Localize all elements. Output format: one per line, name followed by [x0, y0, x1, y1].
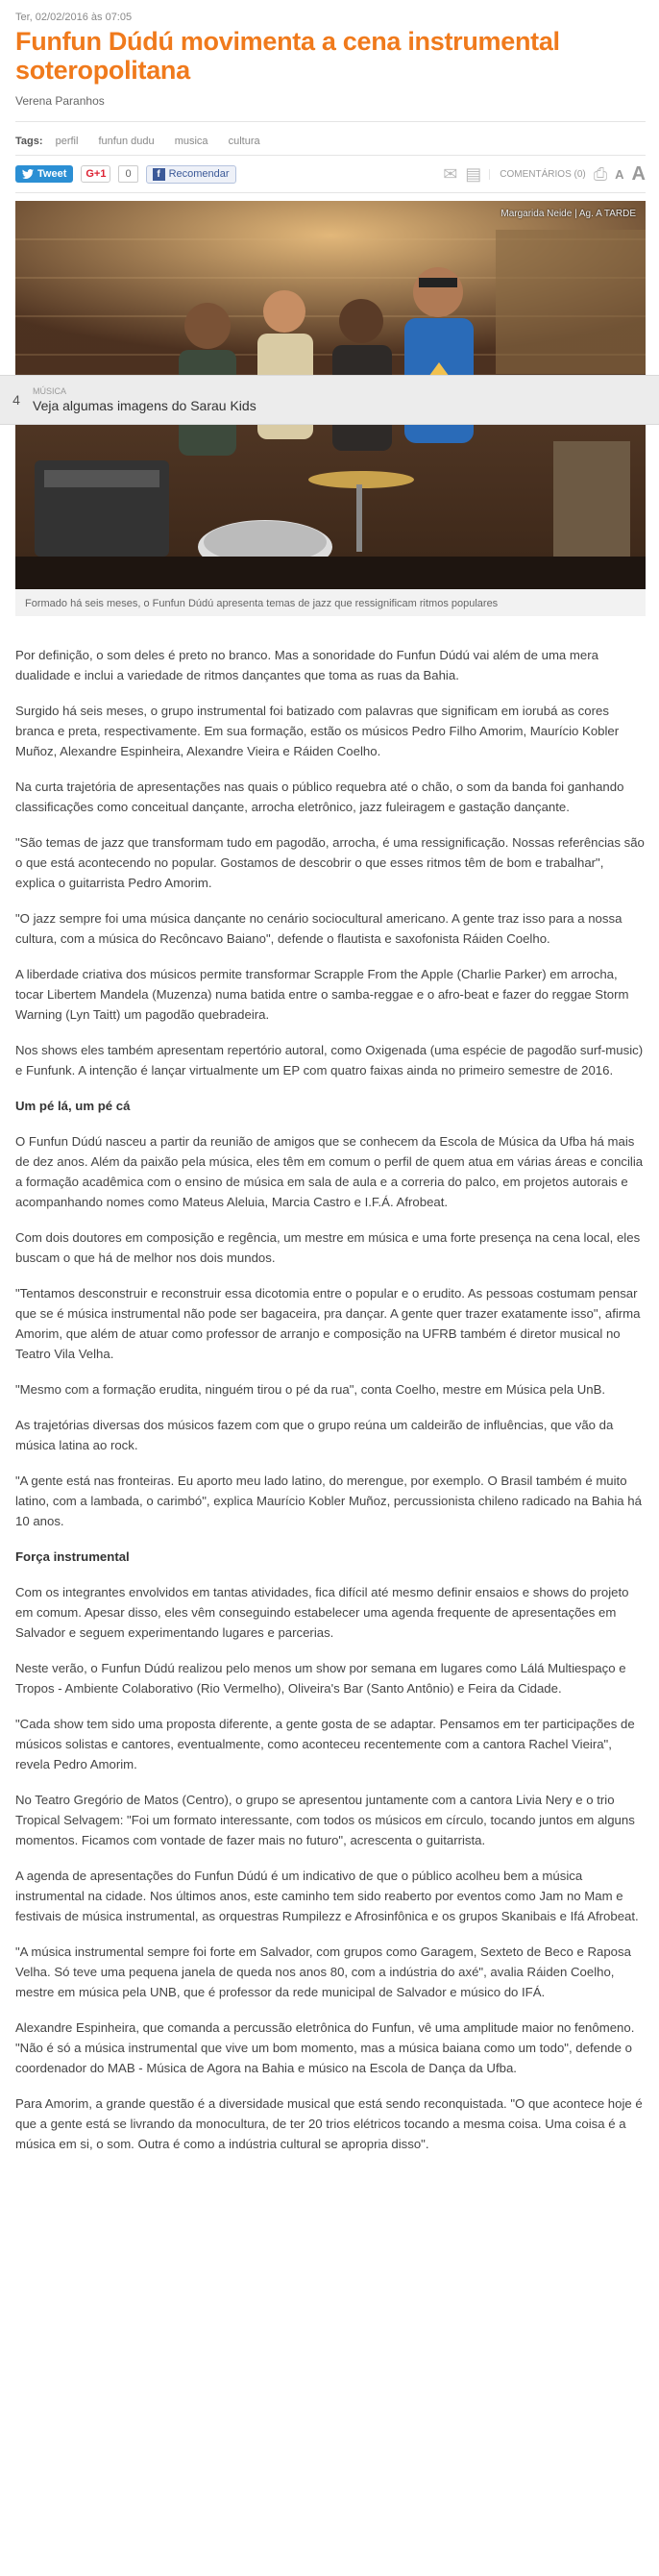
photo-caption: Formado há seis meses, o Funfun Dúdú apresenta temas de jazz que ressignificam ritmos populares [15, 589, 646, 616]
photo-credit: Margarida Neide | Ag. A TARDE [500, 209, 636, 219]
publish-date: Ter, 02/02/2016 às 07:05 [15, 12, 133, 23]
twitter-bird-icon [22, 169, 34, 179]
paragraph: "A gente está nas fronteiras. Eu aporto meu lado latino, do merengue, por exemplo. O Brasil também é muito latino, com a lambada, o carimbó", explica Maurício Kobler Muñoz, percussionista chileno radicado na Bahia há 10 anos. [15, 1474, 642, 1528]
paragraph: "O jazz sempre foi uma música dançante no cenário sociocultural americano. A gente traz isso para a nossa cultura, com a música do Recôncavo Baiano", defende o flautista e saxofonista Ráiden Coelho. [15, 911, 622, 946]
section-heading: Um pé lá, um pé cá [15, 1099, 131, 1113]
paragraph: Com os integrantes envolvidos em tantas atividades, fica difícil até mesmo definir ensaios e shows do projeto em comum. Apesar disso, eles vêm conseguindo estabelecer uma agenda frequente de apresentações em Salvador e seguem experimentando lugares e parcerias. [15, 1585, 629, 1640]
paragraph: Com dois doutores em composição e regência, um mestre em música e uma forte presença na cena local, eles buscam o que há de melhor nos dois mundos. [15, 1230, 641, 1265]
tag-funfun-dudu[interactable]: funfun dudu [98, 136, 155, 147]
gplus-count: 0 [118, 165, 137, 183]
paragraph: "São temas de jazz que transformam tudo em pagodão, arrocha, é uma ressignificação. Nossas referências são o que está acontecendo no popular. Gostamos de descobrir o que esses ritmos têm de bom e trabalhar", explica o guitarrista Pedro Amorim. [15, 835, 645, 890]
paragraph: A agenda de apresentações do Funfun Dúdú é um indicativo de que o público acolheu bem a música instrumental na cidade. Nos últimos anos, este caminho tem sido reaberto por eventos como Jam no Mam e festivais de música instrumental, as orquestras Rumpilezz e Afrosinfônica e os grupos Skanibais e Ifá Afrobeat. [15, 1869, 639, 1923]
page-title: Funfun Dúdú movimenta a cena instrumental soteropolitana [15, 27, 560, 85]
tags-bar [15, 121, 646, 155]
social-toolbar [15, 155, 646, 193]
paragraph: O Funfun Dúdú nasceu a partir da reunião de amigos que se conhecem da Escola de Música da Ufba há mais de dez anos. Além da paixão pela música, eles têm em comum o perfil de quem atua em várias áreas e concilia a formação acadêmica com o ensino de música em sala de aula e a correria do palco, em projetos autorais e acompanhando nomes como Mateus Aleluia, Marcia Castro e I.F.Á. Afrobeat. [15, 1134, 644, 1209]
pdf-icon[interactable]: ▤ [465, 163, 482, 184]
banner-number: 4 [12, 392, 20, 408]
paragraph: Na curta trajetória de apresentações nas quais o público requebra até o chão, o som da banda foi ganhando classificações como conceitual dançante, arrocha eletrônico, jazz fuleiragem e gastação dançante. [15, 780, 624, 814]
paragraph: "A música instrumental sempre foi forte em Salvador, com grupos como Garagem, Sexteto de Beco e Raposa Velha. Só teve uma pequena janela de queda nos anos 80, com a indústria do axé", avalia Ráiden Coelho, mestre em música pela UNB, que é professor da rede municipal de Salvador e músico do IFÁ. [15, 1944, 631, 1999]
paragraph: A liberdade criativa dos músicos permite transformar Scrapple From the Apple (Charlie Parker) em arrocha, tocar Libertem Mandela (Muzenza) numa batida entre o samba-reggae e o afro-beat e fazer do reggae Storm Warning (Lyn Taitt) um pagodão quebradeira. [15, 967, 629, 1022]
tweet-button[interactable] [15, 165, 73, 183]
paragraph: "Tentamos desconstruir e reconstruir essa dicotomia entre o popular e o erudito. As pessoas costumam pensar que se é música instrumental não pode ser bagaceira, pra dançar. A gente quer trazer exatamente isso", afirma Amorim, que além de atuar como professor de arranjo e composição na UFRB também é diretor musical no Teatro Vila Velha. [15, 1286, 641, 1361]
font-increase-button[interactable]: A [631, 162, 646, 185]
comments-link[interactable]: COMENTÁRIOS (0) [489, 169, 585, 180]
facebook-recommend-button[interactable] [146, 165, 236, 184]
recommend-label: Recomendar [168, 168, 230, 180]
paragraph: Alexandre Espinheira, que comanda a percussão eletrônica do Funfun, vê uma amplitude maior no fenômeno. "Não é só a música instrumental que vive um bom momento, mas a música baiana como um todo", defende o coordenador do MAB - Música de Agora na Bahia e músico na Escola de Dança da Ufba. [15, 2020, 635, 2075]
tag-perfil[interactable]: perfil [55, 136, 79, 147]
tweet-label: Tweet [37, 168, 67, 180]
paragraph: No Teatro Gregório de Matos (Centro), o grupo se apresentou juntamente com a cantora Livia Nery e o trio Tropical Selvagem: "Foi um formato interessante, com todos os músicos em círculo, tocando juntos em alguns momentos. Ficamos com vontade de fazer mais no futuro", acrescenta o guitarrista. [15, 1793, 635, 1847]
banner-category: MÚSICA [33, 386, 67, 396]
banner-title[interactable]: Veja algumas imagens do Sarau Kids [33, 398, 256, 413]
paragraph: As trajetórias diversas dos músicos fazem com que o grupo reúna um caldeirão de influências, que vão da música latina ao rock. [15, 1418, 614, 1452]
email-icon[interactable]: ✉ [443, 163, 458, 184]
paragraph: Surgido há seis meses, o grupo instrumental foi batizado com palavras que significam em iorubá as cores branca e preta, respectivamente. Em sua formação, estão os músicos Pedro Filho Amorim, Maurício Kobler Muñoz, Alexandre Espinheira, Alexandre Vieira e Ráiden Coelho. [15, 704, 620, 758]
article-body [15, 645, 646, 2154]
paragraph: Neste verão, o Funfun Dúdú realizou pelo menos um show por semana em lugares como Lálá Multiespaço e Tropos - Ambiente Colaborativo (Rio Vermelho), Oliveira's Bar (Santo Antônio) e Feira da Cidade. [15, 1661, 626, 1696]
article-container [15, 0, 646, 2169]
paragraph: Para Amorim, a grande questão é a diversidade musical que está sendo reconquistada. "O que acontece hoje é que a gente está se livrando da monocultura, de ter 20 trios elétricos tocando a mesma coisa. Uma coisa é a música em si, o som. Outra é como a indústria cultural se apropria disso". [15, 2096, 643, 2151]
gplus-button[interactable]: G+1 [81, 165, 110, 183]
paragraph: "Cada show tem sido uma proposta diferente, a gente gosta de se adaptar. Pensamos em ter participações de músicos solistas e cantores, eventualmente, como aconteceu recentemente com a cantora Rachel Vieira", revela Pedro Amorim. [15, 1717, 635, 1771]
paragraph: "Mesmo com a formação erudita, ninguém tirou o pé da rua", conta Coelho, mestre em Música pela UnB. [15, 1382, 606, 1397]
banner-text [33, 386, 256, 413]
paragraph: Por definição, o som deles é preto no branco. Mas a sonoridade do Funfun Dúdú vai além de uma mera dualidade e inclui a variedade de ritmos dançantes que toma as ruas da Bahia. [15, 648, 598, 682]
print-icon[interactable]: ⎙ [593, 163, 608, 184]
section-heading: Força instrumental [15, 1549, 130, 1564]
author-name: Verena Paranhos [15, 94, 105, 108]
tag-musica[interactable]: musica [174, 136, 208, 147]
facebook-icon: f [153, 168, 165, 181]
paragraph: Nos shows eles também apresentam repertório autoral, como Oxigenada (uma espécie de pagodão surf-music) e Funfunk. A intenção é lançar virtualmente um EP com quatro faixas ainda no primeiro semestre de 2016. [15, 1043, 644, 1077]
related-gallery-banner[interactable] [0, 375, 659, 425]
tag-cultura[interactable]: cultura [228, 136, 260, 147]
font-decrease-button[interactable]: A [615, 166, 624, 182]
tags-label: Tags: [15, 136, 43, 147]
